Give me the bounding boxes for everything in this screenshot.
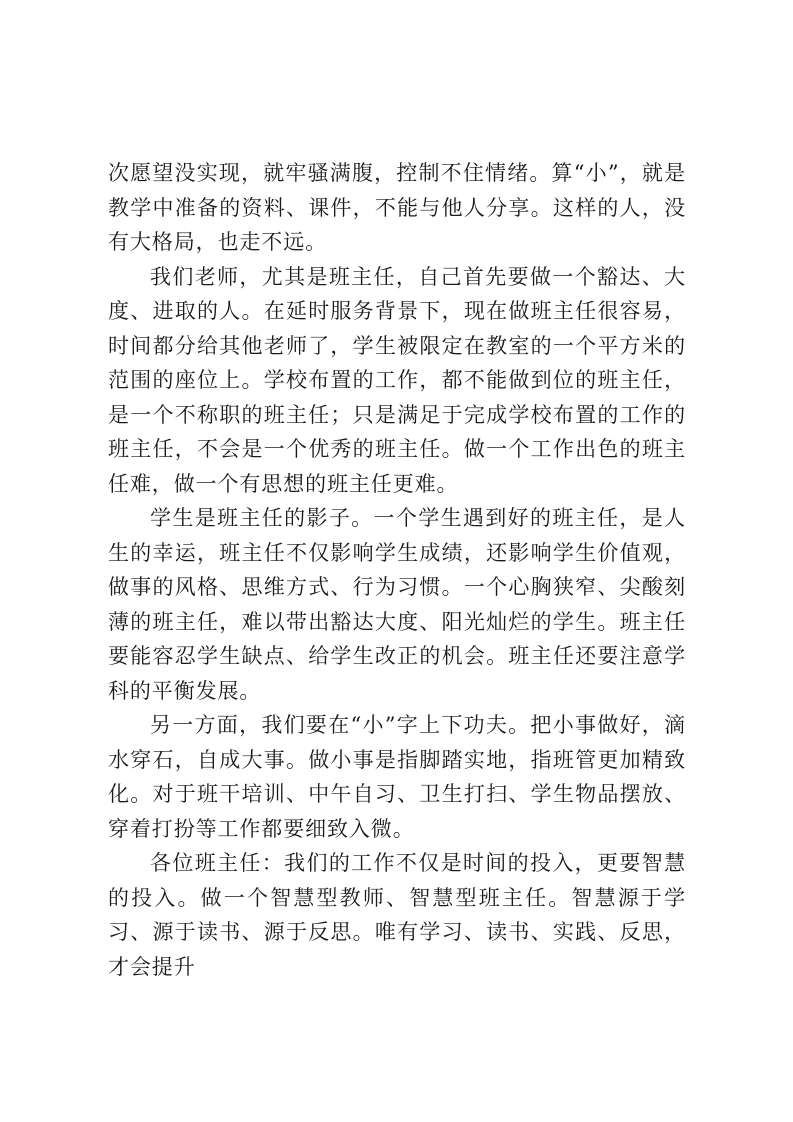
document-body [108,156,686,984]
paragraph-continuation: 次愿望没实现，就牢骚满腹，控制不住情绪。算“小”，就是教学中准备的资料、课件，不能与他人分享。这样的人，没有大格局，也走不远。 [108,161,686,254]
paragraph: 另一方面，我们要在“小”字上下功夫。把小事做好，滴水穿石，自成大事。做小事是指脚踏实地，指班管更加精致化。对于班干培训、中午自习、卫生打扫、学生物品摆放、穿着打扮等工作都要细致入微。 [108,713,686,841]
paragraph: 我们老师，尤其是班主任，自己首先要做一个豁达、大度、进取的人。在延时服务背景下，现在做班主任很容易，时间都分给其他老师了，学生被限定在教室的一个平方米的范围的座位上。学校布置的工作，都不能做到位的班主任，是一个不称职的班主任；只是满足于完成学校布置的工作的班主任，不会是一个优秀的班主任。做一个工作出色的班主任难，做一个有思想的班主任更难。 [108,264,686,496]
paragraph: 各位班主任：我们的工作不仅是时间的投入，更要智慧的投入。做一个智慧型教师、智慧型班主任。智慧源于学习、源于读书、源于反思。唯有学习、读书、实践、反思，才会提升 [108,851,686,979]
paragraph: 学生是班主任的影子。一个学生遇到好的班主任，是人生的幸运，班主任不仅影响学生成绩，还影响学生价值观，做事的风格、思维方式、行为习惯。一个心胸狭窄、尖酸刻薄的班主任，难以带出豁达大度、阳光灿烂的学生。班主任要能容忍学生缺点、给学生改正的机会。班主任还要注意学科的平衡发展。 [108,506,686,703]
